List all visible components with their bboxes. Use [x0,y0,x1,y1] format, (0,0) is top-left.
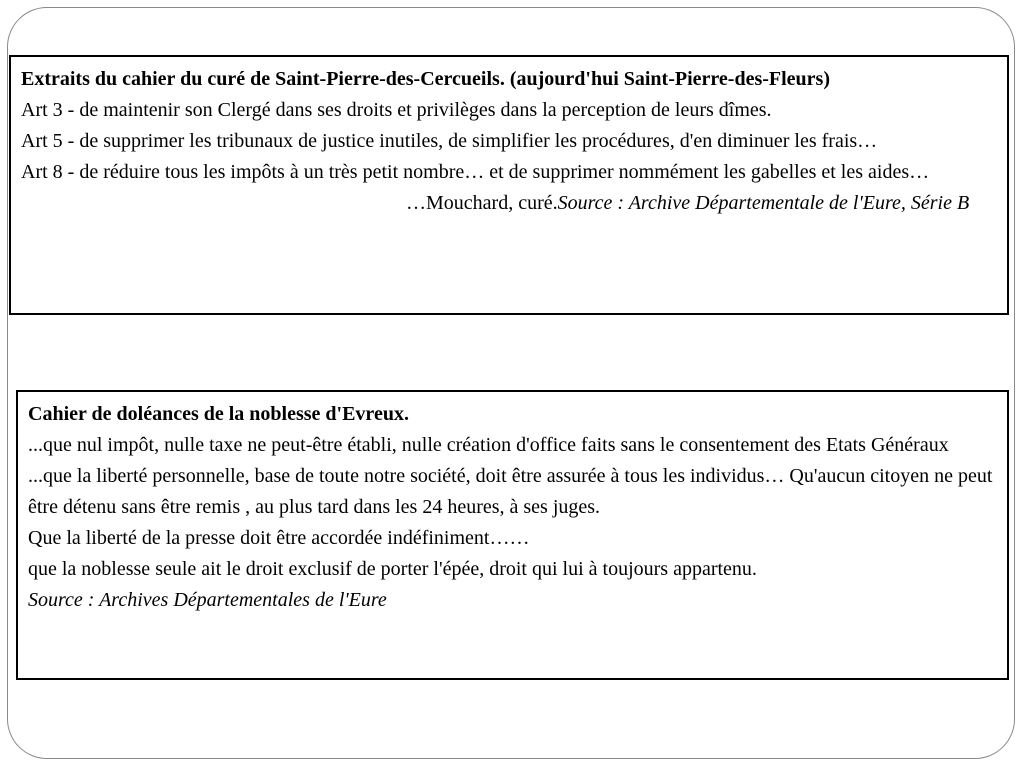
cure-cahier-content [21,64,1001,219]
noblesse-article-epee: que la noblesse seule ait le droit exclusif de porter l'épée, droit qui lui à toujours appartenu. [28,558,757,580]
cure-article-3: Art 3 - de maintenir son Clergé dans ses droits et privilèges dans la perception de leurs dîmes. [21,99,772,121]
noblesse-cahier-box [16,390,1009,680]
cure-article-5: Art 5 - de supprimer les tribunaux de justice inutiles, de simplifier les procédures, d'en diminuer les frais… [21,130,878,152]
noblesse-source: Source : Archives Départementales de l'Eure [28,589,387,611]
noblesse-article-liberte: ...que la liberté personnelle, base de toute notre société, doit être assurée à tous les individus… Qu'aucun citoyen ne peut être détenu sans être remis , au plus tard dans les 24 heures, à ses juges. [28,465,993,518]
cure-source: Source : Archive Départementale de l'Eure, Série B [557,192,970,214]
noblesse-article-impot: ...que nul impôt, nulle taxe ne peut-être établi, nulle création d'office faits sans le consentement des Etats Généraux [28,434,949,456]
cure-signature-line [21,188,1001,219]
cure-article-8: Art 8 - de réduire tous les impôts à un très petit nombre… et de supprimer nommément les gabelles et les aides… [21,161,930,183]
noblesse-cahier-title: Cahier de doléances de la noblesse d'Evreux. [28,403,409,425]
cure-signature: …Mouchard, curé. [406,192,558,214]
noblesse-article-presse: Que la liberté de la presse doit être accordée indéfiniment…… [28,527,530,549]
cure-cahier-title: Extraits du cahier du curé de Saint-Pierre-des-Cercueils. (aujourd'hui Saint-Pierre-des-Fleurs) [21,68,830,90]
cure-cahier-box [9,55,1009,315]
